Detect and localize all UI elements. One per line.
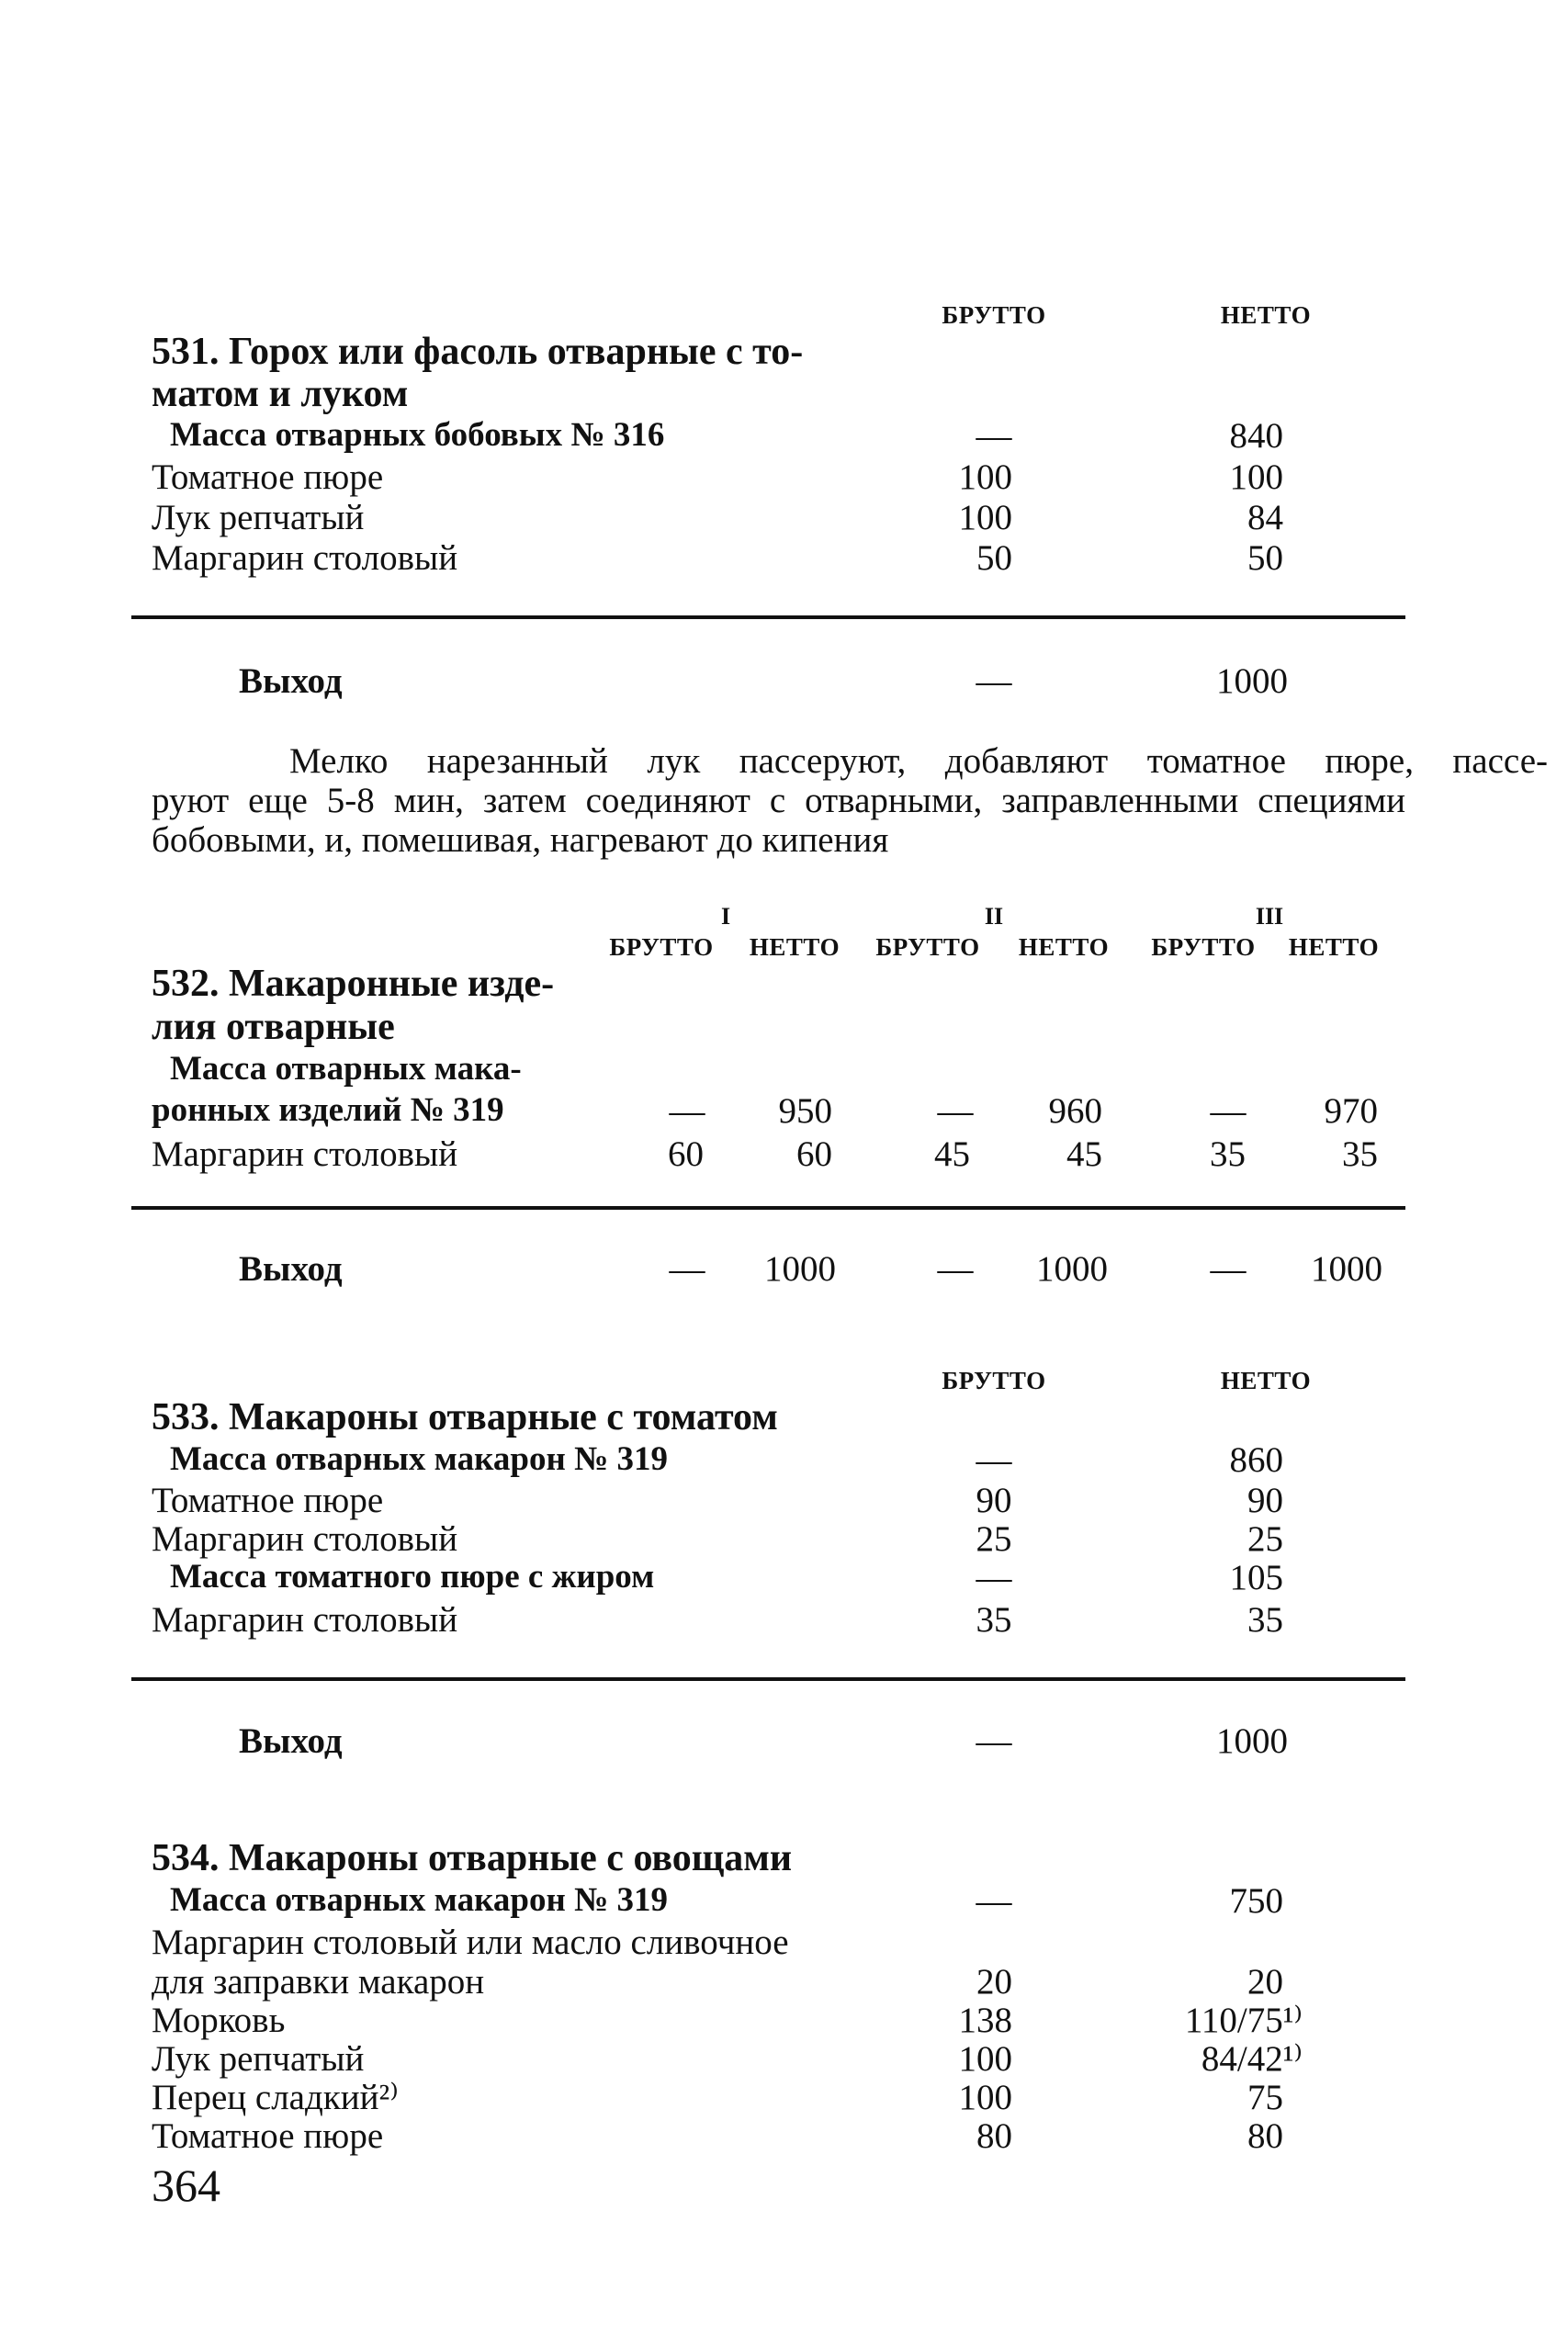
r533-row-name: Маргарин столовый <box>152 1600 458 1640</box>
r533-row-name: Томатное пюре <box>152 1481 384 1520</box>
r534-row-name: для заправки макарон <box>152 1962 485 2002</box>
r533-header-netto: НЕТТО <box>1220 1367 1312 1394</box>
r532-title-line1: 532. Макаронные изде- <box>152 963 555 1005</box>
r533-row-brutto: 35 <box>976 1600 1012 1640</box>
r532-yield-value: 1000 <box>1036 1249 1108 1289</box>
r533-title: 533. Макароны отварные с томатом <box>152 1396 778 1438</box>
r532-row1-name-line1: Масса отварных мака- <box>170 1050 522 1088</box>
r531-divider <box>131 615 1405 619</box>
r532-row2-value: 60 <box>796 1134 832 1174</box>
r532-header-brutto: БРУТТО <box>875 933 980 961</box>
r532-row1-value: 950 <box>778 1091 832 1131</box>
r532-row1-value: — <box>669 1091 705 1131</box>
r531-yield-netto: 1000 <box>1216 661 1288 701</box>
r533-row-netto: 105 <box>1229 1558 1283 1597</box>
r532-header-netto: НЕТТО <box>749 933 840 961</box>
r532-row1-name-line2: ронных изделий № 319 <box>152 1091 504 1129</box>
r532-group-label: I <box>720 903 731 930</box>
r534-title: 534. Макароны отварные с овощами <box>152 1837 793 1879</box>
r532-row1-value: — <box>937 1091 974 1131</box>
r534-row-name: Перец сладкий²⁾ <box>152 2078 399 2117</box>
r533-row-name: Масса отварных макарон № 319 <box>170 1440 668 1478</box>
r532-yield-value: 1000 <box>1311 1249 1382 1289</box>
r531-row-brutto: — <box>976 416 1012 456</box>
r532-header-brutto: БРУТТО <box>1151 933 1256 961</box>
r534-row-brutto: 20 <box>976 1962 1012 2002</box>
r531-row-netto: 84 <box>1247 498 1283 537</box>
r531-title-line1: 531. Горох или фасоль отварные с то- <box>152 331 804 373</box>
r534-row-netto: 110/75¹⁾ <box>1184 2001 1303 2040</box>
r533-row-brutto: 25 <box>976 1519 1012 1559</box>
r532-header-netto: НЕТТО <box>1288 933 1380 961</box>
page-number: 364 <box>152 2160 220 2211</box>
r532-row2-value: 60 <box>668 1134 704 1174</box>
r534-row-brutto: 100 <box>958 2078 1012 2117</box>
r534-row-brutto: 80 <box>976 2116 1012 2156</box>
r532-yield-value: 1000 <box>764 1249 836 1289</box>
r533-divider <box>131 1677 1405 1681</box>
r532-yield-value: — <box>1210 1249 1247 1289</box>
r533-row-netto: 25 <box>1247 1519 1283 1559</box>
r531-row-netto: 100 <box>1229 457 1283 497</box>
r533-row-brutto: — <box>976 1558 1012 1597</box>
r534-row-netto: 20 <box>1247 1962 1283 2002</box>
r531-header-brutto: БРУТТО <box>942 301 1046 329</box>
r531-row-name: Лук репчатый <box>152 498 365 537</box>
r532-title-line2: лия отварные <box>152 1006 395 1048</box>
r532-yield-value: — <box>669 1249 705 1289</box>
r533-header-brutto: БРУТТО <box>942 1367 1046 1394</box>
r531-description-line: Мелко нарезанный лук пассеруют, добавляют томатное пюре, пассе- <box>289 741 1548 781</box>
r534-row-netto: 80 <box>1247 2116 1283 2156</box>
r534-row-netto: 750 <box>1229 1881 1283 1921</box>
r531-row-netto: 50 <box>1247 538 1283 578</box>
r532-group-label: II <box>984 903 1004 930</box>
r531-yield-label: Выход <box>239 661 343 701</box>
r532-row2-value: 45 <box>1066 1134 1102 1174</box>
r532-group-label: III <box>1255 903 1284 930</box>
r534-row-name: Лук репчатый <box>152 2039 365 2079</box>
r532-row2-value: 35 <box>1210 1134 1246 1174</box>
r531-row-name: Масса отварных бобовых № 316 <box>170 416 665 454</box>
r533-yield-brutto: — <box>976 1721 1012 1761</box>
r534-row-name: Маргарин столовый или масло сливочное <box>152 1923 789 1962</box>
r532-row1-value: 970 <box>1324 1091 1378 1131</box>
r532-yield-value: — <box>937 1249 974 1289</box>
r534-row-brutto: — <box>976 1881 1012 1921</box>
r533-row-brutto: — <box>976 1440 1012 1480</box>
r531-yield-brutto: — <box>976 661 1012 701</box>
r531-description-line: руют еще 5-8 мин, затем соединяют с отварными, заправленными специями <box>152 781 1405 820</box>
r534-row-name: Томатное пюре <box>152 2116 384 2156</box>
r532-row2-value: 45 <box>934 1134 970 1174</box>
r533-row-netto: 90 <box>1247 1481 1283 1520</box>
r531-row-netto: 840 <box>1229 416 1283 456</box>
r531-description-line: бобовыми, и, помешивая, нагревают до кипения <box>152 820 889 860</box>
r534-row-netto: 84/42¹⁾ <box>1201 2039 1303 2079</box>
r531-row-brutto: 50 <box>976 538 1012 578</box>
r531-row-brutto: 100 <box>958 498 1012 537</box>
r534-row-name: Морковь <box>152 2001 286 2040</box>
r533-row-name: Маргарин столовый <box>152 1519 458 1559</box>
r531-row-name: Маргарин столовый <box>152 538 458 578</box>
r532-header-netto: НЕТТО <box>1018 933 1110 961</box>
r534-row-brutto: 138 <box>958 2001 1012 2040</box>
r534-row-netto: 75 <box>1247 2078 1283 2117</box>
r532-row1-value: — <box>1210 1091 1247 1131</box>
r531-row-name: Томатное пюре <box>152 457 384 497</box>
r532-row1-value: 960 <box>1048 1091 1102 1131</box>
r533-row-name: Масса томатного пюре с жиром <box>170 1558 655 1596</box>
r531-row-brutto: 100 <box>958 457 1012 497</box>
r532-divider <box>131 1206 1405 1210</box>
r532-header-brutto: БРУТТО <box>609 933 714 961</box>
r532-row2-value: 35 <box>1342 1134 1378 1174</box>
r531-header-netto: НЕТТО <box>1220 301 1312 329</box>
r533-row-brutto: 90 <box>976 1481 1012 1520</box>
r532-row2-name: Маргарин столовый <box>152 1134 458 1174</box>
r531-description <box>152 741 1548 860</box>
r533-row-netto: 35 <box>1247 1600 1283 1640</box>
r533-yield-label: Выход <box>239 1721 343 1761</box>
r534-row-name: Масса отварных макарон № 319 <box>170 1881 668 1919</box>
r534-row-brutto: 100 <box>958 2039 1012 2079</box>
r533-yield-netto: 1000 <box>1216 1721 1288 1761</box>
r531-title-line2: матом и луком <box>152 373 409 415</box>
r533-row-netto: 860 <box>1229 1440 1283 1480</box>
r532-yield-label: Выход <box>239 1249 343 1289</box>
